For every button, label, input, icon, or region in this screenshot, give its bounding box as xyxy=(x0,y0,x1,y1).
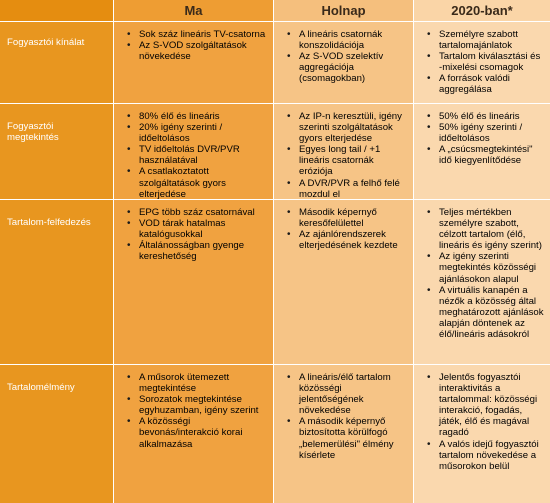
row4-ma xyxy=(113,364,273,503)
row4-2020 xyxy=(413,364,550,503)
list-item: • Sorozatok megtekintése egyhuzamban, igény szerint xyxy=(120,394,267,416)
row3-holnap xyxy=(273,199,413,364)
list-item: • Általánosságban gyenge kereshetőség xyxy=(120,240,267,262)
list-item: • Egyes long tail / +1 lineáris csatornák eróziója xyxy=(280,144,407,177)
list-item: • Az IP-n keresztüli, igény szerinti szolgáltatások gyors elterjedése xyxy=(280,111,407,144)
list-item: • A második képernyő biztosította körülfogó „belemerülési" élmény kísérlete xyxy=(280,416,407,460)
header-holnap: Holnap xyxy=(273,0,413,21)
row1-holnap xyxy=(273,21,413,103)
header-ma: Ma xyxy=(113,0,273,21)
list-item: • Az ajánlórendszerek elterjedésének kezdete xyxy=(280,229,407,251)
header-empty-cell xyxy=(0,0,113,21)
row-label-tartalom-felfedezes: Tartalom-felfedezés xyxy=(0,199,113,364)
list-item: • A közösségi bevonás/interakció korai alkalmazása xyxy=(120,416,267,449)
row-label-tartalomelmeny: Tartalomélmény xyxy=(0,364,113,503)
list-item: • Az igény szerinti megtekintés közösségi ajánlásokon alapul xyxy=(420,251,544,284)
list-item: • 20% igény szerinti / időeltolásos xyxy=(120,122,267,144)
row3-ma xyxy=(113,199,273,364)
list-item: • Sok száz lineáris TV-csatorna xyxy=(120,29,267,40)
list-item: • Az S-VOD szelektív aggregációja (csomagokban) xyxy=(280,51,407,84)
list-item: • A valós idejű fogyasztói tartalom növekedése a műsorokon belül xyxy=(420,439,544,472)
list-item: • EPG több száz csatornával xyxy=(120,207,267,218)
list-item: • 50% igény szerinti / időeltolásos xyxy=(420,122,544,144)
header-2020: 2020-ban* xyxy=(413,0,550,21)
row2-2020 xyxy=(413,103,550,199)
list-item: • A DVR/PVR a felhő felé mozdul el xyxy=(280,178,407,200)
row-label-fogyasztoi-kinalat: Fogyasztói kínálat xyxy=(0,21,113,103)
list-item: • 50% élő és lineáris xyxy=(420,111,544,122)
row1-ma xyxy=(113,21,273,103)
list-item: • A műsorok ütemezett megtekintése xyxy=(120,372,267,394)
row4-holnap xyxy=(273,364,413,503)
list-item: • Második képernyő keresőfelülettel xyxy=(280,207,407,229)
list-item: • TV időeltolás DVR/PVR használatával xyxy=(120,144,267,166)
list-item: • A lineáris csatornák konszolidációja xyxy=(280,29,407,51)
list-item: • 80% élő és lineáris xyxy=(120,111,267,122)
list-item: • A lineáris/élő tartalom közösségi jelentőségének növekedése xyxy=(280,372,407,416)
row1-2020 xyxy=(413,21,550,103)
list-item: • A „csúcsmegtekintési" idő kiegyenlítődése xyxy=(420,144,544,166)
list-item: • A források valódi aggregálása xyxy=(420,73,544,95)
row2-ma xyxy=(113,103,273,199)
list-item: • Személyre szabott tartalomajánlatok xyxy=(420,29,544,51)
list-item: • Tartalom kiválasztási és -mixelési csomagok xyxy=(420,51,544,73)
list-item: • A virtuális kanapén a nézők a közösség által meghatározott ajánlások alapján döntenek az élő/lineáris adásokról xyxy=(420,285,544,340)
list-item: • Jelentős fogyasztói interaktivitás a tartalommal: közösségi interakció, fogadás, játék, élő és magával ragadó xyxy=(420,372,544,439)
row2-holnap xyxy=(273,103,413,199)
list-item: • Az S-VOD szolgáltatások növekedése xyxy=(120,40,267,62)
list-item: • VOD tárak hatalmas katalógusokkal xyxy=(120,218,267,240)
list-item: • A csatlakoztatott szolgáltatások gyors elterjedése xyxy=(120,166,267,199)
row3-2020 xyxy=(413,199,550,364)
list-item: • Teljes mértékben személyre szabott, célzott tartalom (élő, lineáris és igény szerint) xyxy=(420,207,544,251)
row-label-fogyasztoi-megtekintes: Fogyasztói megtekintés xyxy=(0,103,113,199)
